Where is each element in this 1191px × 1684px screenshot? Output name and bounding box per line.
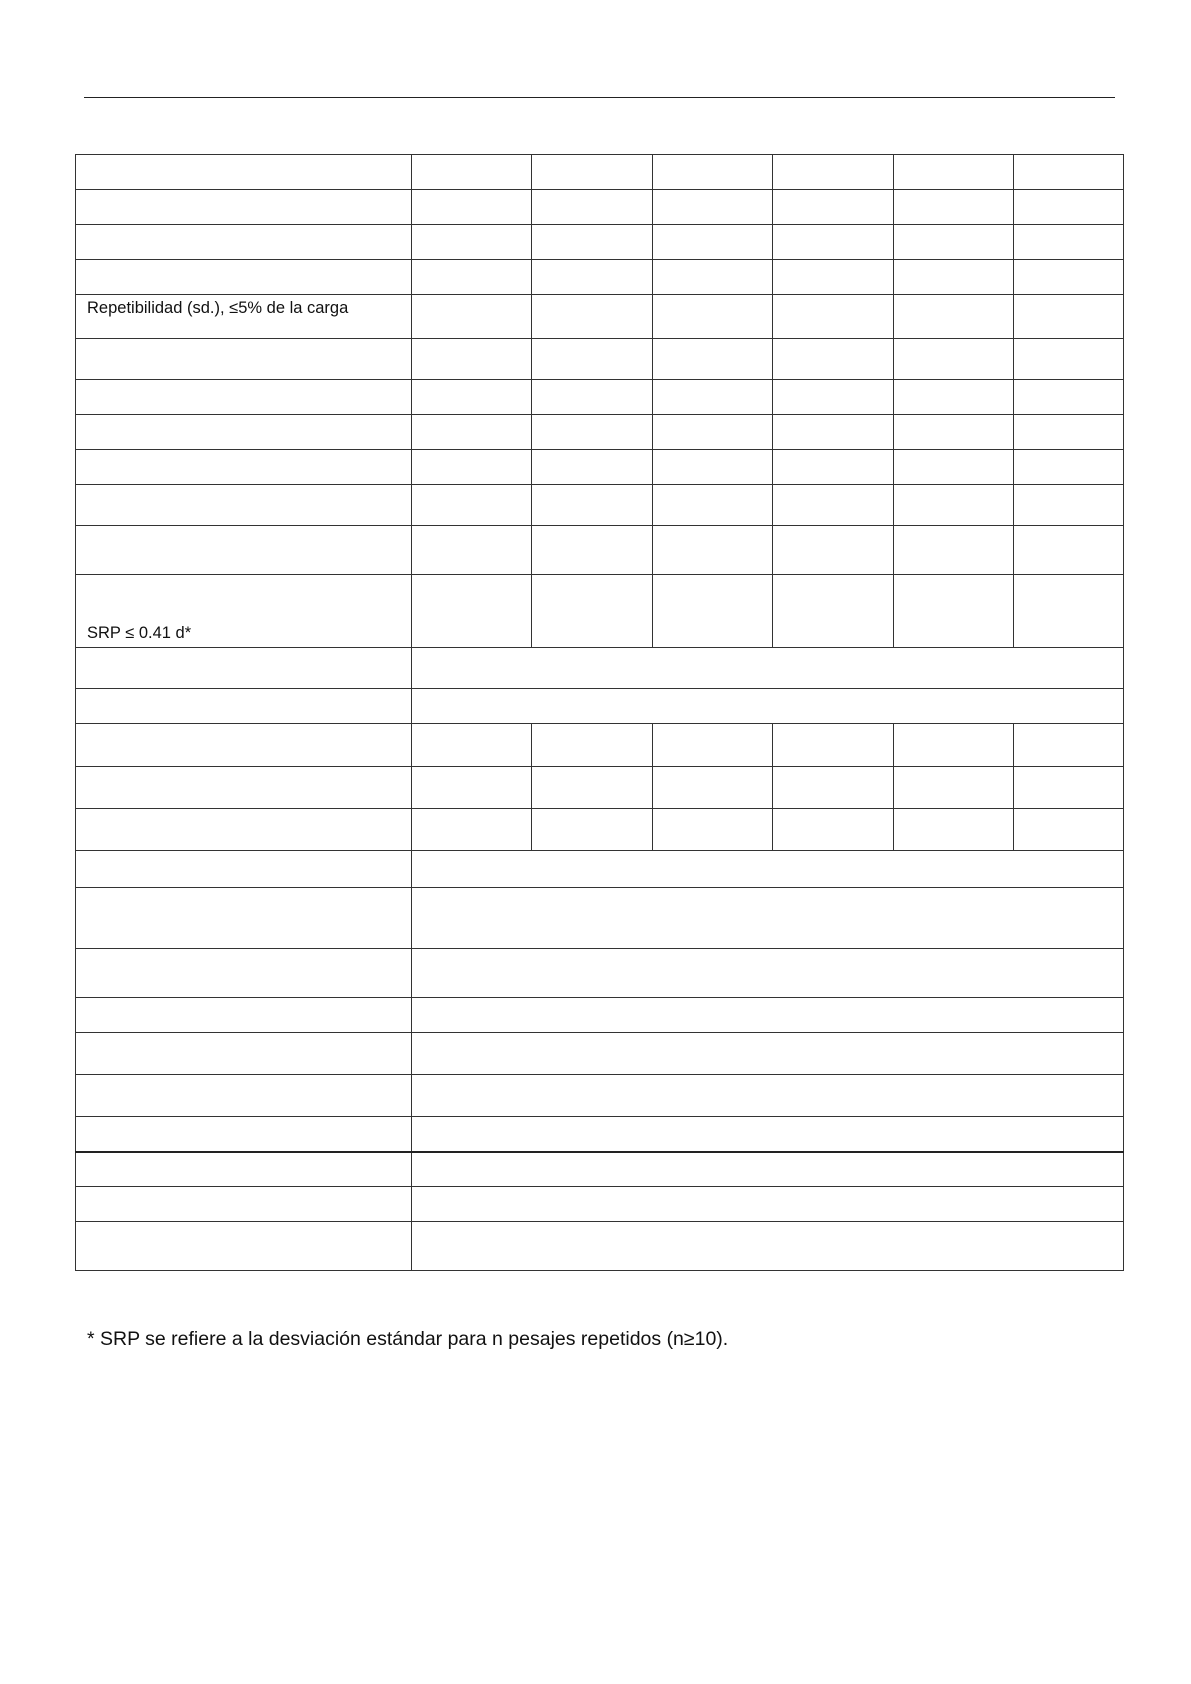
table-row: [76, 190, 1124, 225]
table-row: [76, 225, 1124, 260]
value-cell: [532, 485, 653, 526]
table-row: [76, 998, 1124, 1033]
value-cell: [773, 339, 894, 380]
table-row: [76, 450, 1124, 485]
row-label-cell: SRP ≤ 0.41 d*: [76, 575, 412, 648]
value-cell: [653, 155, 773, 190]
table-row: [76, 648, 1124, 689]
value-cell: [773, 260, 894, 295]
value-cell: [894, 415, 1014, 450]
value-cell: [773, 526, 894, 575]
value-cell: [1014, 724, 1124, 767]
value-cell: [412, 526, 532, 575]
table-row: [76, 767, 1124, 809]
row-label-cell: [76, 339, 412, 380]
table-row: [76, 1222, 1124, 1271]
value-cell: [653, 190, 773, 225]
merged-value-cell: [412, 1075, 1124, 1117]
value-cell: [1014, 450, 1124, 485]
value-cell: [532, 190, 653, 225]
value-cell: [532, 575, 653, 648]
table-row: [76, 1117, 1124, 1152]
value-cell: [1014, 260, 1124, 295]
table-row: [76, 689, 1124, 724]
row-label-cell: [76, 260, 412, 295]
value-cell: [1014, 339, 1124, 380]
value-cell: [532, 450, 653, 485]
specifications-table: [75, 154, 1124, 1271]
value-cell: [532, 767, 653, 809]
value-cell: [532, 380, 653, 415]
value-cell: [1014, 225, 1124, 260]
row-label-cell: [76, 689, 412, 724]
value-cell: [773, 415, 894, 450]
value-cell: [653, 339, 773, 380]
value-cell: [894, 339, 1014, 380]
value-cell: [653, 450, 773, 485]
merged-value-cell: [412, 998, 1124, 1033]
value-cell: [412, 809, 532, 851]
row-label-cell: [76, 155, 412, 190]
row-label-cell: [76, 1152, 412, 1187]
value-cell: [412, 155, 532, 190]
value-cell: [653, 767, 773, 809]
table-row: [76, 1033, 1124, 1075]
value-cell: [532, 339, 653, 380]
row-label-cell: [76, 1117, 412, 1152]
value-cell: [412, 339, 532, 380]
table-row: [76, 888, 1124, 949]
value-cell: [412, 724, 532, 767]
value-cell: [653, 575, 773, 648]
value-cell: [1014, 809, 1124, 851]
merged-value-cell: [412, 1152, 1124, 1187]
table-row: [76, 949, 1124, 998]
value-cell: [532, 225, 653, 260]
value-cell: [894, 295, 1014, 339]
value-cell: [773, 155, 894, 190]
value-cell: [1014, 767, 1124, 809]
value-cell: [532, 724, 653, 767]
value-cell: [773, 450, 894, 485]
value-cell: [773, 767, 894, 809]
value-cell: [894, 767, 1014, 809]
table-row: [76, 851, 1124, 888]
merged-value-cell: [412, 1117, 1124, 1152]
value-cell: [653, 260, 773, 295]
footnote: * SRP se refiere a la desviación estándar para n pesajes repetidos (n≥10).: [87, 1328, 729, 1350]
row-label-cell: [76, 648, 412, 689]
merged-value-cell: [412, 648, 1124, 689]
row-label-cell: [76, 851, 412, 888]
value-cell: [1014, 575, 1124, 648]
value-cell: [532, 526, 653, 575]
value-cell: [653, 526, 773, 575]
row-label-cell: [76, 724, 412, 767]
value-cell: [894, 450, 1014, 485]
table-row: [76, 526, 1124, 575]
value-cell: [1014, 485, 1124, 526]
value-cell: [894, 575, 1014, 648]
row-label-cell: [76, 949, 412, 998]
row-label-cell: [76, 485, 412, 526]
row-label-cell: [76, 888, 412, 949]
table-row: [76, 485, 1124, 526]
value-cell: [412, 485, 532, 526]
value-cell: [653, 225, 773, 260]
row-label-cell: [76, 450, 412, 485]
value-cell: [412, 575, 532, 648]
table-row: [76, 1187, 1124, 1222]
row-label-cell: Repetibilidad (sd.), ≤5% de la carga: [76, 295, 412, 339]
value-cell: [412, 450, 532, 485]
value-cell: [894, 260, 1014, 295]
table-row: [76, 809, 1124, 851]
header-rule: [84, 97, 1115, 98]
value-cell: [1014, 526, 1124, 575]
merged-value-cell: [412, 1222, 1124, 1271]
row-label-cell: [76, 190, 412, 225]
value-cell: [894, 526, 1014, 575]
value-cell: [653, 415, 773, 450]
value-cell: [412, 295, 532, 339]
value-cell: [653, 809, 773, 851]
table-row: [76, 724, 1124, 767]
row-label-cell: [76, 225, 412, 260]
table-row: [76, 575, 1124, 648]
value-cell: [412, 767, 532, 809]
merged-value-cell: [412, 689, 1124, 724]
value-cell: [894, 380, 1014, 415]
row-label-cell: [76, 526, 412, 575]
value-cell: [532, 260, 653, 295]
row-label-cell: [76, 1187, 412, 1222]
merged-value-cell: [412, 888, 1124, 949]
value-cell: [773, 295, 894, 339]
value-cell: [412, 380, 532, 415]
table-row: [76, 339, 1124, 380]
value-cell: [894, 724, 1014, 767]
value-cell: [412, 260, 532, 295]
table-row: [76, 415, 1124, 450]
value-cell: [412, 190, 532, 225]
row-label-cell: [76, 998, 412, 1033]
row-label-cell: [76, 1033, 412, 1075]
value-cell: [773, 190, 894, 225]
value-cell: [773, 724, 894, 767]
value-cell: [532, 295, 653, 339]
value-cell: [894, 225, 1014, 260]
value-cell: [1014, 190, 1124, 225]
value-cell: [653, 380, 773, 415]
table-row: [76, 1152, 1124, 1187]
value-cell: [653, 295, 773, 339]
value-cell: [1014, 415, 1124, 450]
value-cell: [773, 380, 894, 415]
merged-value-cell: [412, 851, 1124, 888]
value-cell: [412, 415, 532, 450]
merged-value-cell: [412, 1187, 1124, 1222]
value-cell: [1014, 155, 1124, 190]
value-cell: [773, 225, 894, 260]
value-cell: [773, 575, 894, 648]
table-row: [76, 1075, 1124, 1117]
value-cell: [532, 809, 653, 851]
merged-value-cell: [412, 1033, 1124, 1075]
row-label-cell: [76, 809, 412, 851]
row-label-cell: [76, 1075, 412, 1117]
value-cell: [1014, 380, 1124, 415]
value-cell: [412, 225, 532, 260]
value-cell: [894, 155, 1014, 190]
value-cell: [532, 155, 653, 190]
row-label-cell: [76, 415, 412, 450]
value-cell: [894, 485, 1014, 526]
table-row: [76, 295, 1124, 339]
value-cell: [532, 415, 653, 450]
value-cell: [773, 485, 894, 526]
table-row: [76, 155, 1124, 190]
table-row: [76, 260, 1124, 295]
value-cell: [653, 485, 773, 526]
row-label-cell: [76, 1222, 412, 1271]
value-cell: [773, 809, 894, 851]
value-cell: [1014, 295, 1124, 339]
value-cell: [653, 724, 773, 767]
row-label-cell: [76, 380, 412, 415]
value-cell: [894, 809, 1014, 851]
table-row: [76, 380, 1124, 415]
row-label-cell: [76, 767, 412, 809]
merged-value-cell: [412, 949, 1124, 998]
value-cell: [894, 190, 1014, 225]
